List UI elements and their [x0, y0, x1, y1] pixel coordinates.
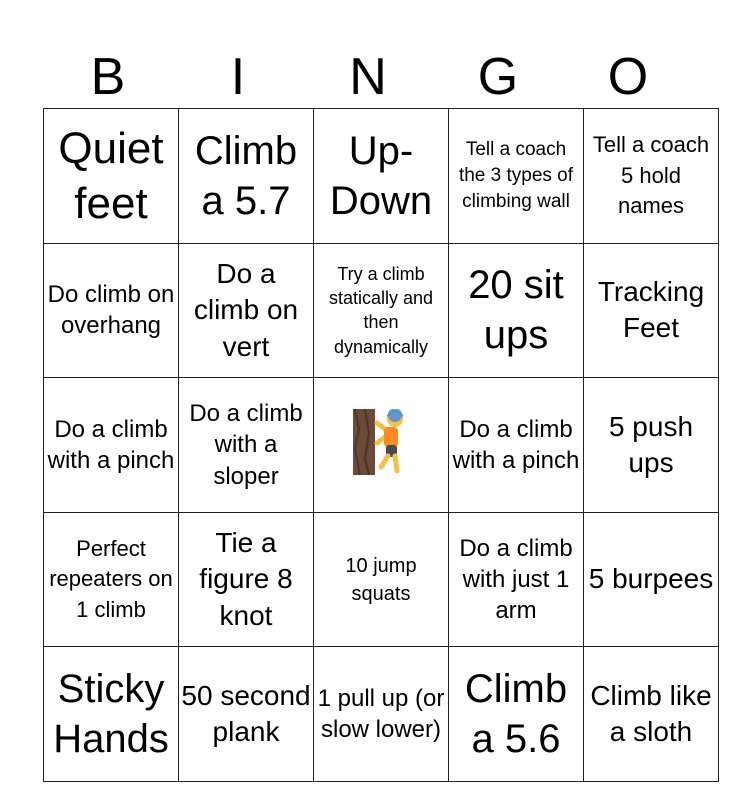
bingo-cell[interactable]: 5 burpees	[584, 512, 719, 647]
header-letter-g: G	[477, 48, 519, 106]
bingo-cell[interactable]: Do a climb with just 1 arm	[449, 512, 584, 647]
bingo-cell[interactable]: Climb like a sloth	[584, 647, 719, 782]
board-row	[44, 378, 719, 513]
bingo-cell[interactable]: Sticky Hands	[44, 647, 179, 782]
bingo-cell[interactable]: Do a climb with a pinch	[44, 378, 179, 513]
bingo-cell[interactable]: Do a climb with a sloper	[179, 378, 314, 513]
bingo-cell[interactable]: 20 sit ups	[449, 243, 584, 378]
bingo-cell[interactable]: 5 push ups	[584, 378, 719, 513]
header-letter-o: O	[607, 48, 649, 106]
bingo-cell[interactable]: 1 pull up (or slow lower)	[314, 647, 449, 782]
bingo-cell[interactable]: Tracking Feet	[584, 243, 719, 378]
bingo-cell[interactable]: Climb a 5.7	[179, 109, 314, 244]
bingo-cell[interactable]: Tie a figure 8 knot	[179, 512, 314, 647]
board-row	[44, 243, 719, 378]
header-letter-i: I	[230, 48, 246, 106]
header-letter-b: B	[90, 48, 126, 106]
bingo-cell[interactable]: Quiet feet	[44, 109, 179, 244]
bingo-cell[interactable]: Do climb on overhang	[44, 243, 179, 378]
bingo-cell[interactable]: Perfect repeaters on 1 climb	[44, 512, 179, 647]
bingo-cell[interactable]: Do a climb with a pinch	[449, 378, 584, 513]
bingo-board	[43, 108, 719, 782]
bingo-cell[interactable]: Do a climb on vert	[179, 243, 314, 378]
bingo-cell[interactable]: Try a climb statically and then dynamically	[314, 243, 449, 378]
bingo-cell[interactable]: Climb a 5.6	[449, 647, 584, 782]
bingo-cell[interactable]: 50 second plank	[179, 647, 314, 782]
free-space-cell[interactable]	[314, 378, 449, 513]
board-row	[44, 647, 719, 782]
board-row	[44, 512, 719, 647]
header-letter-n: N	[349, 48, 387, 106]
board-row	[44, 109, 719, 244]
bingo-header	[43, 46, 693, 108]
person-climbing-icon	[351, 409, 411, 475]
bingo-cell[interactable]: 10 jump squats	[314, 512, 449, 647]
bingo-cell[interactable]: Tell a coach the 3 types of climbing wall	[449, 109, 584, 244]
bingo-cell[interactable]: Up-Down	[314, 109, 449, 244]
bingo-cell[interactable]: Tell a coach 5 hold names	[584, 109, 719, 244]
